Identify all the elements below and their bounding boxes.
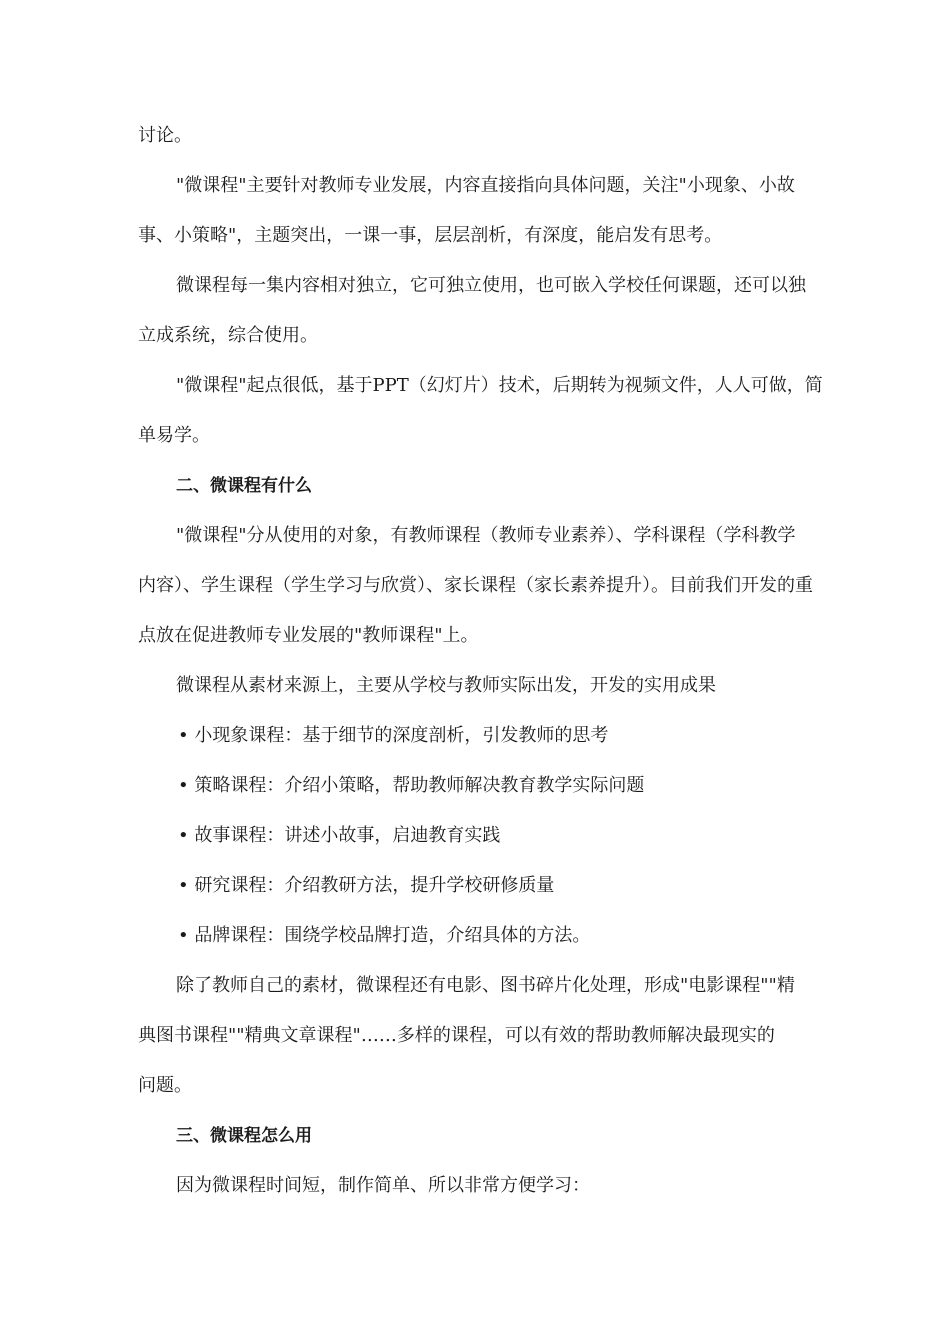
paragraph-line: "微课程"主要针对教师专业发展，内容直接指向具体问题，关注"小现象、小故 [176,175,795,196]
paragraph-line: "微课程"起点很低，基于PPT（幻灯片）技术，后期转为视频文件，人人可做，简 [176,375,823,396]
paragraph-line: 讨论。 [138,125,192,146]
paragraph-line: 微课程从素材来源上，主要从学校与教师实际出发，开发的实用成果 [176,675,716,696]
list-item: • 策略课程：介绍小策略，帮助教师解决教育教学实际问题 [178,775,645,796]
section-heading: 二、微课程有什么 [176,476,312,496]
list-item: • 品牌课程：围绕学校品牌打造，介绍具体的方法。 [178,925,591,946]
paragraph-line: 典图书课程""精典文章课程"……多样的课程，可以有效的帮助教师解决最现实的 [138,1025,775,1046]
paragraph-line: "微课程"分从使用的对象，有教师课程（教师专业素养）、学科课程（学科教学 [176,525,796,546]
paragraph-line: 事、小策略"，主题突出，一课一事，层层剖析，有深度，能启发有思考。 [138,225,723,246]
paragraph-line: 单易学。 [138,425,210,446]
paragraph-line: 因为微课程时间短，制作简单、所以非常方便学习： [176,1175,590,1196]
paragraph-line: 点放在促进教师专业发展的"教师课程"上。 [138,625,479,646]
list-item: • 研究课程：介绍教研方法，提升学校研修质量 [178,875,555,896]
section-heading: 三、微课程怎么用 [176,1126,312,1146]
paragraph-line: 除了教师自己的素材，微课程还有电影、图书碎片化处理，形成"电影课程""精 [176,975,795,996]
list-item: • 小现象课程：基于细节的深度剖析，引发教师的思考 [178,725,609,746]
paragraph-line: 问题。 [138,1075,192,1096]
paragraph-line: 内容）、学生课程（学生学习与欣赏）、家长课程（家长素养提升）。目前我们开发的重 [138,575,813,596]
list-item: • 故事课程：讲述小故事，启迪教育实践 [178,825,501,846]
paragraph-line: 立成系统，综合使用。 [138,325,318,346]
paragraph-line: 微课程每一集内容相对独立，它可独立使用，也可嵌入学校任何课题，还可以独 [176,275,806,296]
